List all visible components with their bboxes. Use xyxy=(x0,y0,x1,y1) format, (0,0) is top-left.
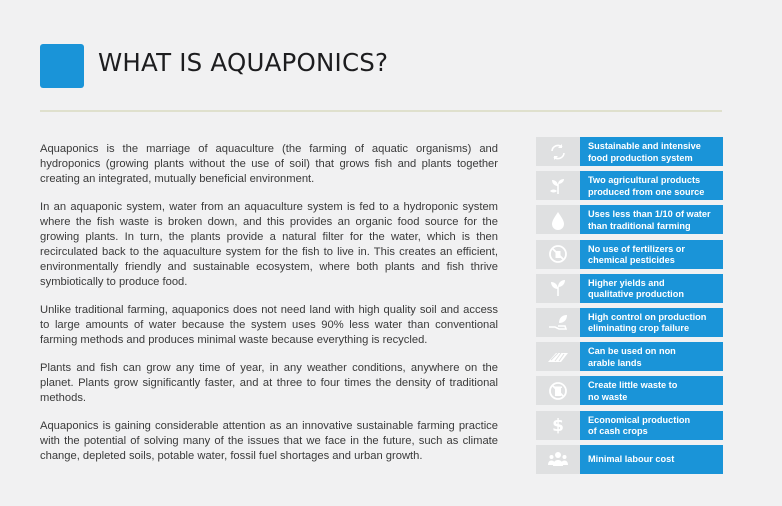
benefit-line1: Economical production xyxy=(588,414,691,425)
sprout-icon xyxy=(536,274,580,303)
benefit-line1: Two agricultural products xyxy=(588,175,701,186)
benefit-line1: Sustainable and intensive xyxy=(588,141,701,151)
paragraph-system: In an aquaponic system, water from an aquaculture system is fed to a hydroponic system where the fish waste is broken down, and this provides an organic food source for the growing plants. In turn, the plants provide a natural filter for the water, which is then recirculated back to the aquaculture system for the fish to live in. This creates an efficient, environmentally friendly and sustainable ecosystem, where both plants and fish thrive symbiotically to produce food. xyxy=(40,201,498,288)
benefit-item xyxy=(536,411,723,440)
benefit-line2: than traditional farming xyxy=(588,220,691,231)
benefit-line1: High control on production xyxy=(588,311,707,322)
benefit-item xyxy=(536,308,723,337)
benefit-line2: of cash crops xyxy=(588,426,648,436)
benefit-line1: No use of fertilizers or xyxy=(588,243,685,254)
benefit-line1: Create little waste to xyxy=(588,380,678,391)
logo-square xyxy=(40,44,84,88)
benefit-line1: Minimal labour cost xyxy=(588,454,675,465)
hand-leaf-icon xyxy=(536,308,580,337)
water-drop-icon xyxy=(536,205,580,234)
benefit-line2: eliminating crop failure xyxy=(588,323,690,334)
people-icon xyxy=(536,445,580,474)
benefit-line1: Can be used on non xyxy=(588,346,676,357)
benefit-line1: Higher yields and xyxy=(588,277,665,288)
benefit-item xyxy=(536,240,723,269)
benefit-item xyxy=(536,137,723,166)
benefit-line2: produced from one source xyxy=(588,186,705,197)
no-chemicals-icon xyxy=(536,240,580,269)
paragraph-growth: Plants and fish can grow any time of year, in any weather conditions, anywhere on the planet. Plants grow significantly faster, and at three to four times the density of traditional methods. xyxy=(40,362,498,404)
benefit-item xyxy=(536,171,723,200)
paragraph-intro: Aquaponics is the marriage of aquaculture (the farming of aquatic organisms) and hydroponics (growing plants without the use of soil) that grows fish and plants together creating an integrated, mutually beneficial environment. xyxy=(40,143,498,185)
benefit-line2: no waste xyxy=(588,391,628,402)
benefit-item xyxy=(536,445,723,474)
plant-fish-icon xyxy=(536,171,580,200)
benefits-list xyxy=(536,137,723,479)
benefit-line2: food production system xyxy=(588,152,693,163)
article-body xyxy=(40,142,498,477)
benefit-item xyxy=(536,274,723,303)
recycle-icon xyxy=(536,137,580,166)
benefit-line2: qualitative production xyxy=(588,289,684,300)
field-icon xyxy=(536,342,580,371)
benefit-line1: Uses less than 1/10 of water xyxy=(588,209,711,220)
benefit-item xyxy=(536,205,723,234)
benefit-item xyxy=(536,376,723,405)
divider xyxy=(40,110,722,112)
benefit-line2: arable lands xyxy=(588,357,642,368)
page-title: WHAT IS AQUAPONICS? xyxy=(98,48,389,77)
paragraph-outlook: Aquaponics is gaining considerable attention as an innovative sustainable farming practice with the potential of solving many of the issues that we face in the future, such as climate change, depleted soils, potable water, fossil fuel shortages and urban growth. xyxy=(40,420,498,462)
no-waste-icon xyxy=(536,376,580,405)
svg-text:$: $ xyxy=(552,416,564,435)
benefit-item xyxy=(536,342,723,371)
dollar-icon xyxy=(536,411,580,440)
benefit-line2: chemical pesticides xyxy=(588,255,675,266)
paragraph-comparison: Unlike traditional farming, aquaponics does not need land with high quality soil and access to large amounts of water because the system uses 90% less water than conventional farming methods and produces minimal waste because everything is recycled. xyxy=(40,304,498,346)
